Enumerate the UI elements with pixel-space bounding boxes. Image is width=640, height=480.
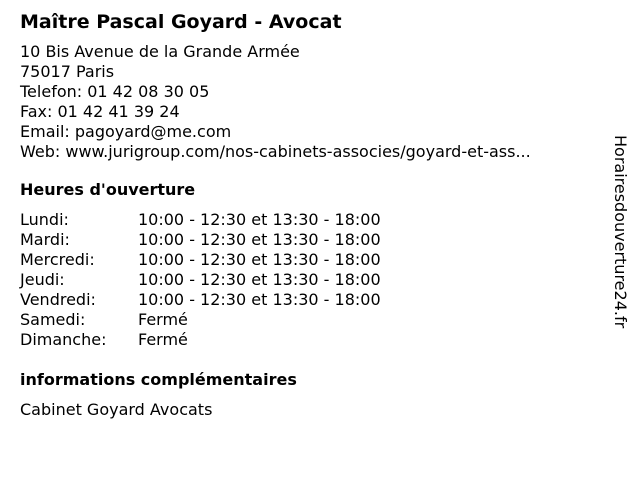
day-hours: 10:00 - 12:30 et 13:30 - 18:00 [138,270,381,289]
hours-row-tuesday [20,230,600,250]
day-label: Dimanche: [20,330,107,349]
day-hours: 10:00 - 12:30 et 13:30 - 18:00 [138,250,381,269]
additional-info-heading: informations complémentaires [20,370,297,389]
hours-row-wednesday [20,250,600,270]
day-hours: Fermé [138,310,188,329]
business-title: Maître Pascal Goyard - Avocat [20,11,342,33]
hours-row-monday [20,210,600,230]
day-hours: 10:00 - 12:30 et 13:30 - 18:00 [138,210,381,229]
day-label: Vendredi: [20,290,96,309]
address-line-city: 75017 Paris [20,62,115,81]
day-label: Jeudi: [20,270,65,289]
day-label: Mardi: [20,230,70,249]
day-hours: 10:00 - 12:30 et 13:30 - 18:00 [138,230,381,249]
hours-row-friday [20,290,600,310]
website-url: Web: www.jurigroup.com/nos-cabinets-associes/goyard-et-ass... [20,142,531,161]
day-label: Mercredi: [20,250,95,269]
business-card [20,10,600,420]
day-label: Lundi: [20,210,69,229]
day-hours: 10:00 - 12:30 et 13:30 - 18:00 [138,290,381,309]
phone-number: Telefon: 01 42 08 30 05 [20,82,210,101]
fax-number: Fax: 01 42 41 39 24 [20,102,180,121]
address-line-street: 10 Bis Avenue de la Grande Armée [20,42,300,61]
day-label: Samedi: [20,310,86,329]
opening-hours-table [20,210,600,350]
opening-hours-heading: Heures d'ouverture [20,180,196,199]
hours-row-saturday [20,310,600,330]
hours-row-thursday [20,270,600,290]
additional-info-text: Cabinet Goyard Avocats [20,400,213,419]
email-address: Email: pagoyard@me.com [20,122,232,141]
site-watermark: Horairesdouverture24.fr [611,135,630,329]
hours-row-sunday [20,330,600,350]
day-hours: Fermé [138,330,188,349]
